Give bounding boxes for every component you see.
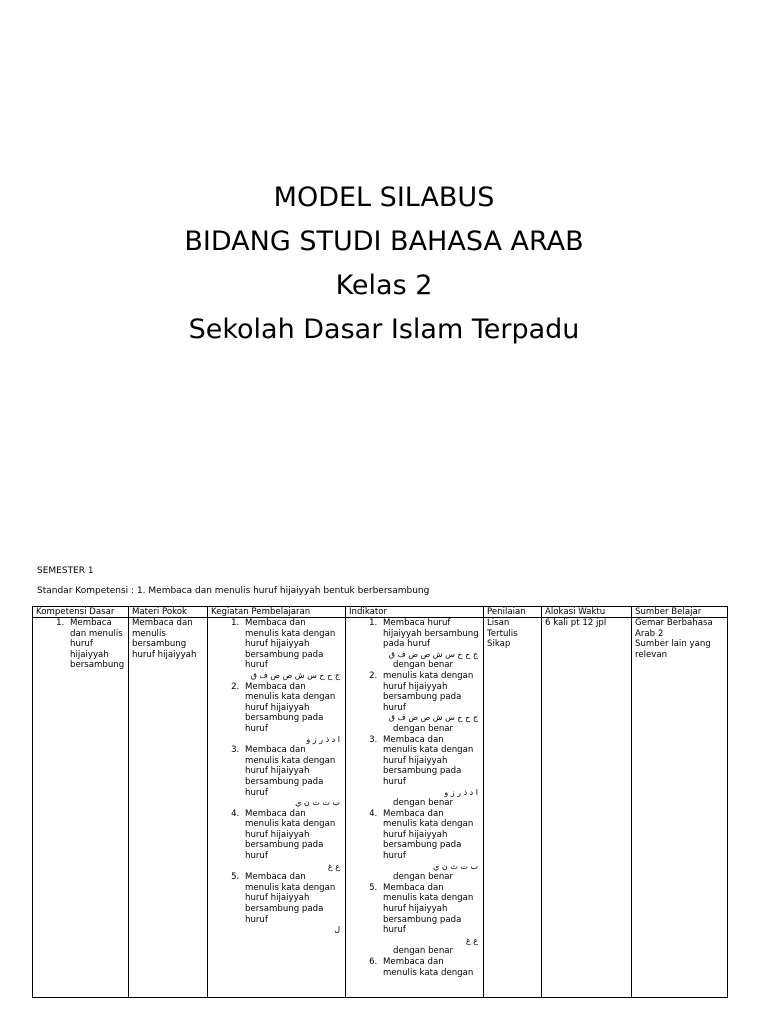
arabic-letters: ب ت ث ن ي	[295, 798, 340, 808]
list-item	[242, 682, 342, 746]
header-sumber-belajar: Sumber Belajar	[632, 607, 728, 618]
arabic-letters: ع غ	[465, 935, 478, 945]
arabic-letters: ج ح خ س ش ص ض ف ق	[388, 649, 478, 659]
arabic-letters: ج ح خ س ش ص ض ف ق	[388, 713, 478, 723]
list-item	[380, 618, 480, 671]
indikator-after: dengan benar	[393, 660, 454, 671]
cell-penilaian	[484, 618, 542, 998]
indikator-text: Membaca dan menulis kata dengan huruf hijaiyyah bersambung pada huruf	[383, 808, 474, 862]
list-item	[380, 671, 480, 735]
sumber-item: Gemar Berbahasa Arab 2	[635, 618, 713, 639]
cell-kegiatan	[208, 618, 346, 998]
penilaian-item: Lisan	[487, 618, 510, 628]
semester-label: SEMESTER 1	[37, 566, 94, 576]
arabic-letters: ج ح خ س ش ص ض ف ق	[250, 670, 340, 680]
arabic-letters: ا د ذ ر ز و	[444, 787, 478, 797]
list-item	[242, 618, 342, 682]
kegiatan-text: Membaca dan menulis kata dengan huruf hijaiyyah bersambung pada huruf	[245, 681, 336, 734]
kegiatan-text: Membaca dan menulis kata dengan huruf hijaiyyah bersambung pada huruf	[245, 745, 336, 798]
indikator-text: Membaca huruf hijaiyyah bersambung pada huruf	[383, 618, 479, 650]
arabic-letters: ب ت ث ن ي	[433, 861, 478, 871]
list-item	[242, 872, 342, 936]
penilaian-item: Sikap	[487, 639, 511, 650]
header-kegiatan: Kegiatan Pembelajaran	[208, 607, 346, 618]
title-line-4: Sekolah Dasar Islam Terpadu	[188, 314, 580, 345]
indikator-after: dengan benar	[393, 723, 454, 734]
title-line-1: MODEL SILABUS	[273, 182, 495, 213]
list-item	[380, 957, 480, 978]
indikator-text: Membaca dan menulis kata dengan huruf hijaiyyah bersambung pada huruf	[383, 882, 474, 936]
cell-indikator	[346, 618, 484, 998]
header-alokasi-waktu: Alokasi Waktu	[542, 607, 632, 618]
table-row	[33, 618, 728, 998]
syllabus-table	[32, 606, 728, 998]
standar-kompetensi: Standar Kompetensi : 1. Membaca dan menulis huruf hijaiyyah bentuk berbersambung	[37, 586, 430, 596]
list-item	[242, 745, 342, 809]
indikator-text: Membaca dan menulis kata dengan huruf hijaiyyah bersambung pada huruf	[383, 734, 474, 787]
indikator-after: dengan benar	[393, 872, 454, 883]
arabic-letters: ع غ	[327, 861, 340, 871]
list-item	[242, 809, 342, 873]
arabic-letters: ا د ذ ر ز و	[306, 734, 340, 744]
document-title-block	[0, 176, 768, 352]
header-materi-pokok: Materi Pokok	[129, 607, 208, 618]
indikator-after: dengan benar	[393, 798, 454, 809]
arabic-letters: ل	[334, 925, 340, 935]
cell-alokasi-waktu: 6 kali pt 12 jpl	[542, 618, 632, 998]
list-item	[380, 735, 480, 809]
kegiatan-text: Membaca dan menulis kata dengan huruf hijaiyyah bersambung pada huruf	[245, 618, 336, 671]
cell-sumber-belajar	[632, 618, 728, 998]
cell-kompetensi-dasar	[33, 618, 129, 998]
indikator-text: Membaca dan menulis kata dengan	[383, 957, 474, 978]
sumber-item: Sumber lain yang relevan	[635, 639, 711, 660]
penilaian-item: Tertulis	[487, 628, 518, 639]
list-item	[380, 883, 480, 957]
indikator-text: menulis kata dengan huruf hijaiyyah bersambung pada huruf	[383, 670, 474, 713]
indikator-after: dengan benar	[393, 946, 454, 957]
table-header-row	[33, 607, 728, 618]
title-line-2: BIDANG STUDI BAHASA ARAB	[184, 226, 584, 257]
header-penilaian: Penilaian	[484, 607, 542, 618]
header-indikator: Indikator	[346, 607, 484, 618]
cell-materi-pokok: Membaca dan menulis bersambung huruf hijaiyyah	[129, 618, 208, 998]
title-line-3: Kelas 2	[335, 270, 433, 301]
header-kompetensi-dasar: Kompetensi Dasar	[33, 607, 129, 618]
list-item: 1. Membaca dan menulis huruf hijaiyyah bersambung	[67, 618, 125, 671]
list-item	[380, 809, 480, 883]
kegiatan-text: Membaca dan menulis kata dengan huruf hijaiyyah bersambung pada huruf	[245, 872, 336, 925]
kegiatan-text: Membaca dan menulis kata dengan huruf hijaiyyah bersambung pada huruf	[245, 808, 336, 862]
